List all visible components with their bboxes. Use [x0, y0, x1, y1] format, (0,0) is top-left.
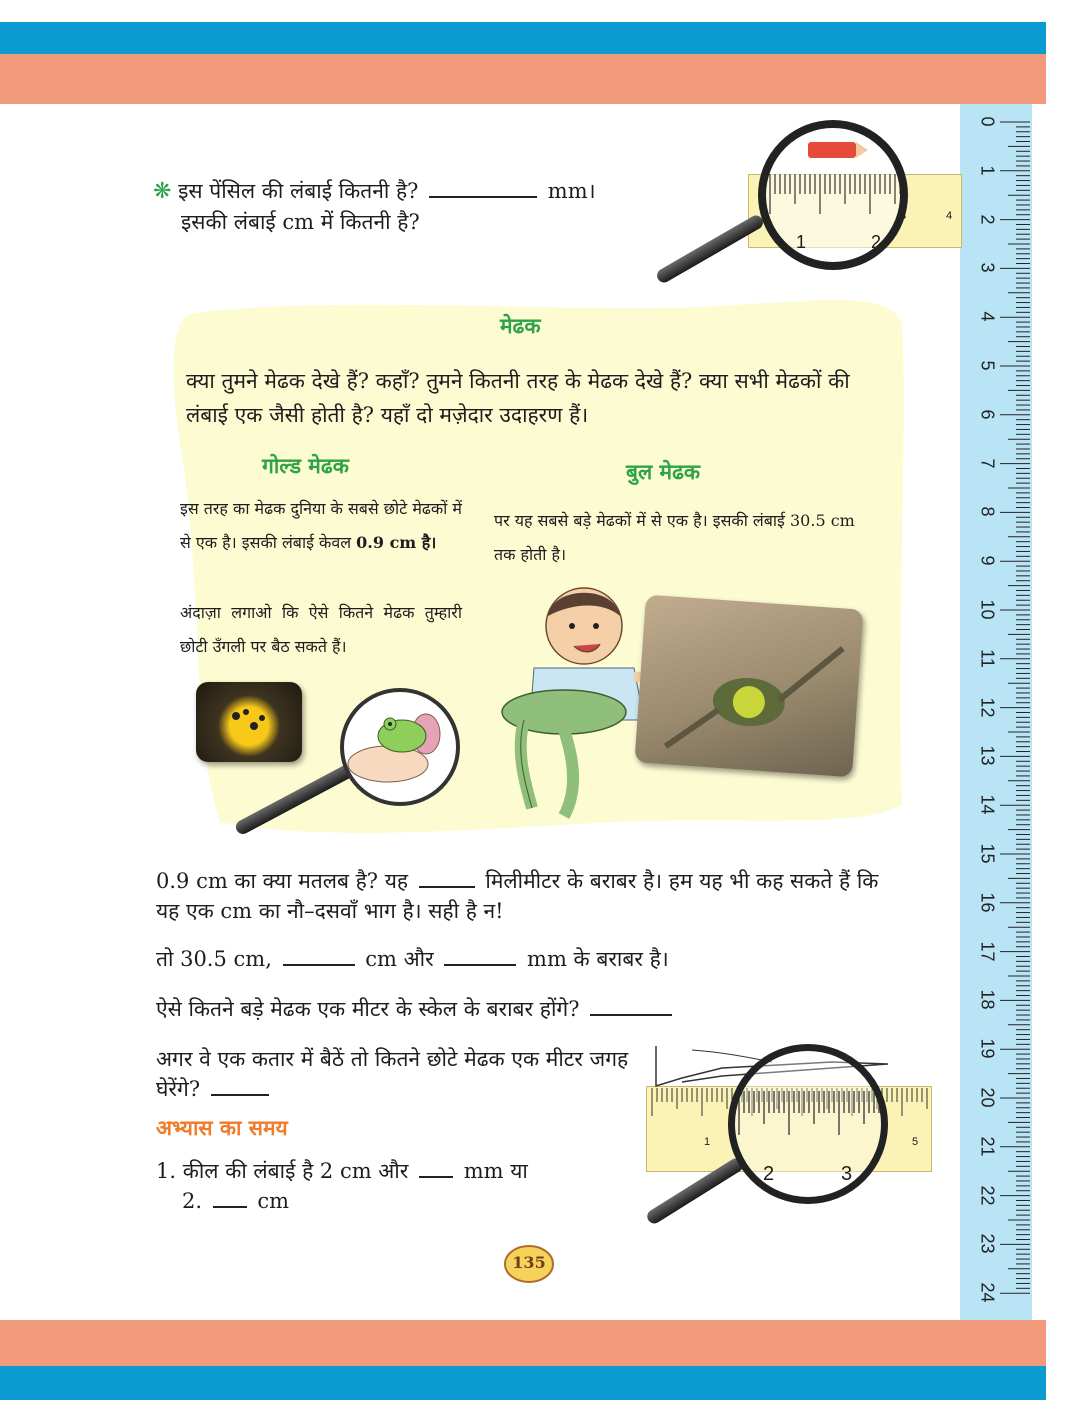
ruler-label: 7 [977, 458, 998, 469]
q2-blank-mm[interactable] [444, 962, 516, 966]
lens-label-1: 1 [796, 232, 807, 252]
ruler-label: 14 [977, 794, 998, 815]
q4-blank[interactable] [211, 1092, 269, 1096]
top-salmon-band [0, 54, 1046, 104]
nail-strip-label-5: 5 [912, 1136, 919, 1148]
ruler-label: 17 [977, 941, 998, 962]
ruler-label: 18 [977, 989, 998, 1010]
nail-lens-label-2: 2 [763, 1163, 775, 1185]
frog-section-title: मेढक [500, 314, 541, 338]
frog-intro-text: क्या तुमने मेढक देखे हैं? कहाँ? तुमने कितनी तरह के मेढक देखे हैं? क्या सभी मेढकों की लंबाई एक जैसी होती है? यहाँ दो मज़ेदार उदाहरण हैं। [186, 369, 850, 427]
magnifier-handle [655, 213, 766, 285]
question-30-5cm [156, 944, 906, 974]
ruler-label: 24 [977, 1282, 998, 1303]
q1-text-b: मिलीमीटर के बराबर है। हम यह भी कह सकते हैं कि यह एक cm का नौ–दसवाँ भाग है। सही है न! [156, 869, 879, 923]
strip-label-4: 4 [946, 210, 953, 222]
ruler-label: 23 [977, 1233, 998, 1254]
ruler-label: 9 [977, 555, 998, 566]
ruler-label: 8 [977, 506, 998, 517]
q1-text-a: 0.9 cm का क्या मतलब है? यह [156, 869, 409, 893]
ruler-label: 10 [977, 599, 998, 620]
gold-frog-title: गोल्ड मेढक [262, 454, 349, 478]
ruler-label: 5 [977, 360, 998, 371]
q1-blank[interactable] [419, 884, 475, 888]
bottom-salmon-band [0, 1320, 1046, 1366]
ruler-label: 3 [977, 262, 998, 273]
bull-frog-photo [634, 595, 863, 778]
q2-text-a: तो 30.5 cm, [156, 947, 272, 971]
ruler-label: 1 [977, 165, 998, 176]
q4-text: अगर वे एक कतार में बैठें तो कितने छोटे मेढक एक मीटर जगह घेरेंगे? [156, 1047, 629, 1101]
gold-frog-guess-text: अंदाज़ा लगाओ कि ऐसे कितने मेढक तुम्हारी छोटी उँगली पर बैठ सकते हैं। [180, 603, 462, 656]
bottom-blue-band [0, 1366, 1046, 1400]
lens-ruler-ticks [766, 172, 906, 222]
pencil-answer-blank[interactable] [429, 194, 537, 198]
pencil-magnifier-illustration [640, 112, 960, 292]
pencil-icon [808, 142, 856, 158]
nail-strip-label-1: 1 [704, 1136, 711, 1148]
question-small-frogs [156, 1044, 636, 1104]
practice-item-1 [156, 1156, 626, 1216]
practice-1-blank-cm[interactable] [213, 1204, 247, 1208]
bull-frog-text: पर यह सबसे बड़े मेढकों में से एक है। इसकी लंबाई 30.5 cm तक होती है। [494, 511, 855, 564]
gold-frog-photo [196, 682, 302, 762]
q3-text: ऐसे कितने बड़े मेढक एक मीटर के स्केल के बराबर होंगे? [156, 997, 580, 1021]
ruler-label: 12 [977, 697, 998, 718]
practice-1-text-a: 1. कील की लंबाई है 2 cm और [156, 1159, 409, 1183]
vertical-ruler [960, 104, 1032, 1320]
practice-1-blank-mm[interactable] [419, 1174, 453, 1178]
practice-1-line2-post: cm [257, 1189, 290, 1213]
ruler-label: 19 [977, 1038, 998, 1059]
ruler-label: 11 [977, 648, 998, 668]
q2-text-b: cm और [365, 947, 434, 971]
ruler-label: 20 [977, 1087, 998, 1108]
gold-frog-text [180, 492, 462, 560]
gold-frog-length: 0.9 cm है। [356, 533, 437, 552]
ruler-label: 6 [977, 409, 998, 420]
question-meter-scale [156, 994, 916, 1024]
q2-blank-cm[interactable] [283, 962, 355, 966]
strip-label-3: 3 [900, 210, 907, 222]
ruler-label: 13 [977, 745, 998, 766]
question-0-9cm [156, 866, 906, 926]
nail-magnifying-lens [728, 1044, 888, 1204]
practice-1-text-b: mm या [463, 1159, 528, 1183]
nail-magnifier-illustration [636, 1034, 930, 1214]
pencil-question-line1: इस पेंसिल की लंबाई कितनी है? [178, 179, 419, 203]
ruler-label: 16 [977, 892, 998, 913]
pencil-question-line2: इसकी लंबाई cm में कितनी है? [181, 210, 420, 234]
frog-magnifier-lens [340, 688, 460, 806]
ruler-label: 4 [977, 311, 998, 322]
asterisk-icon: ❋ [153, 179, 172, 204]
pencil-question [153, 176, 713, 237]
magnifying-lens [758, 120, 908, 270]
ruler-label: 21 [977, 1136, 998, 1157]
bull-frog-title: बुल मेढक [626, 460, 701, 484]
ruler-label: 22 [977, 1185, 998, 1206]
page-number-badge [504, 1244, 554, 1284]
ruler-label: 15 [977, 843, 998, 864]
top-blue-band [0, 22, 1046, 54]
q2-text-c: mm के बराबर है। [527, 947, 669, 971]
page-number: 135 [512, 1253, 546, 1272]
practice-heading: अभ्यास का समय [156, 1116, 288, 1140]
practice-1-line2-pre: 2. [182, 1189, 203, 1213]
pencil-unit: mm। [547, 179, 596, 203]
lens-label-2: 2 [871, 232, 882, 252]
ruler-label: 2 [977, 214, 998, 225]
q3-blank[interactable] [590, 1012, 672, 1016]
ruler-label: 0 [977, 116, 998, 127]
gold-frog-desc: इस तरह का मेढक दुनिया के सबसे छोटे मेढकों में से एक है। इसकी लंबाई केवल [180, 499, 462, 552]
nail-lens-label-3: 3 [841, 1163, 853, 1185]
